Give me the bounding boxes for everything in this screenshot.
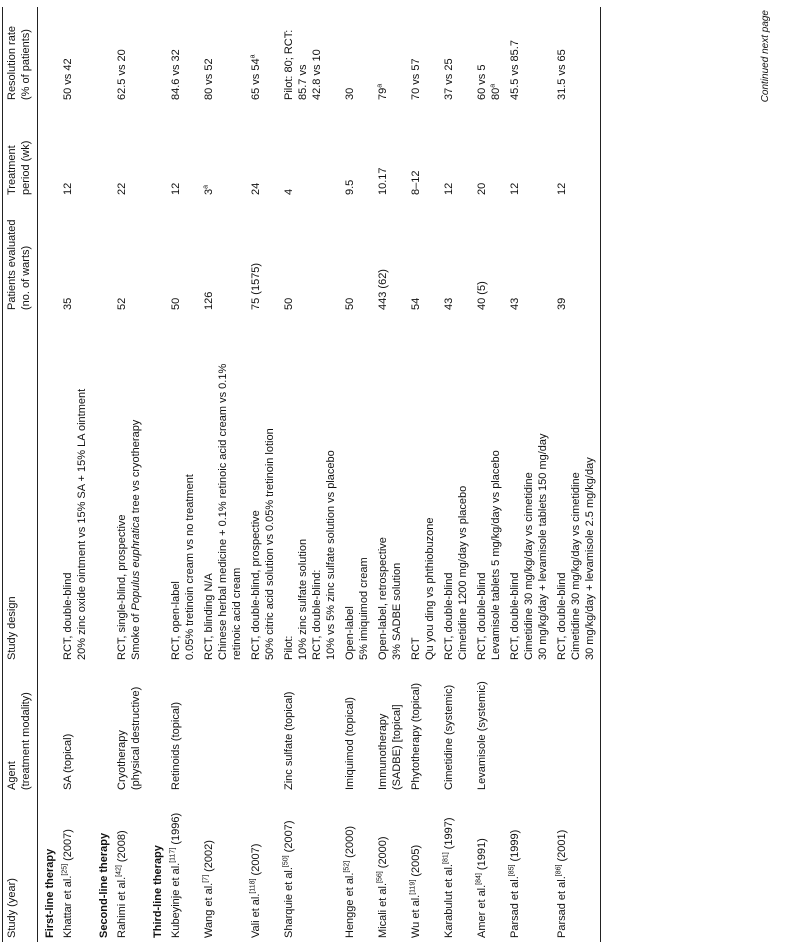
table-row: Rahimi et al.[42] (2008) Cryotherapy (physical destructive) RCT, single-blind, prospective Smoke of Populus euphratica tree vs cryotherapy 52 22 62.5 vs 20	[115, 49, 142, 938]
table-row: Hengge et al.[52] (2000) Imiquimod (topical) Open-label 5% imiquimod cream 50 9.5 30	[343, 87, 370, 938]
table-row: Amer et al.[84] (1991) Levamisole (systemic) RCT, double-blind Levamisole tablets 5 mg/kg/day vs placebo 40 (5) 20 60 vs 5 80$^a$	[475, 64, 502, 938]
header-resolution: Resolution rate (% of patients)	[3, 7, 38, 104]
header-row	[3, 7, 38, 942]
table-row: Vali et al.[118] (2007) RCT, double-blind, prospective 50% citric acid solution vs 0.05% tretinoin lotion 75 (1575) 24 65 vs 54$^a$	[249, 54, 276, 938]
section-second-line: Second-line therapy	[98, 832, 110, 938]
table-row: Khattar et al.[25] (2007) SA (topical) RCT, double-blind 20% zinc oxide ointment vs 15% SA + 15% LA ointment 35 12 50 vs 42	[61, 58, 88, 938]
header-study: Study (year)	[3, 794, 38, 942]
table-row: Wang et al.[7] (2002) RCT, blinding N/A Chinese herbal medicine + 0.1% retinoic acid cream vs 0.1% retinoic acid cream 126 3$^a$ 80 vs 52	[202, 58, 243, 938]
table-row: Sharquie et al.[50] (2007) Zinc sulfate (topical) Pilot: 10% zinc sulfate solution RCT, double-blind: 10% vs 5% zinc sulfate solution vs placebo 50 4 Pilot: 80; RCT: 85.7 vs 42.8 vs 10	[282, 29, 337, 938]
section-third-line: Third-line therapy	[152, 845, 164, 938]
header-period: Treatment period (wk)	[3, 104, 38, 199]
table-row: Parsad et al.[85] (1999) RCT, double-blind Cimetidine 30 mg/kg/day vs cimetidine 30 mg/kg/day + levamisole tablets 150 mg/day 43 12 45.5 vs 85.7	[508, 40, 549, 938]
warts-therapy-table	[2, 7, 601, 942]
header-patients: Patients evaluated (no. of warts)	[3, 199, 38, 314]
section-first-line: First-line therapy	[44, 848, 56, 938]
continued-next-page: Continued next page	[760, 10, 771, 103]
table-row: Kubeyinje et al.[117] (1996) Retinoids (topical) RCT, open-label 0.05% tretinoin cream vs no treatment 50 12 84.6 vs 32	[169, 49, 196, 938]
table-row: Parsad et al.[86] (2001) RCT, double-blind Cimetidine 30 mg/kg/day vs cimetidine 30 mg/kg/day + levamisole 2.5 mg/kg/day 39 12 31.5 vs 65	[553, 7, 601, 942]
header-design: Study design	[3, 314, 38, 664]
table-row: Karabulut et al.[81] (1997) Cimetidine (systemic) RCT, double-blind Cimetidine 1200 mg/day vs placebo 43 12 37 vs 25	[442, 58, 469, 938]
table-row: Wu et al.[119] (2005) Phytotherapy (topical) RCT Qu you ding vs phthiobuzone 54 8–12 70 vs 57	[409, 58, 436, 938]
table-row: Micali et al.[56] (2000) Immunotherapy (SADBE) [topical] Open-label, retrospective 3% SADBE solution 443 (62) 10.17 79$^a$	[376, 83, 403, 938]
header-agent: Agent (treatment modality)	[3, 664, 38, 794]
